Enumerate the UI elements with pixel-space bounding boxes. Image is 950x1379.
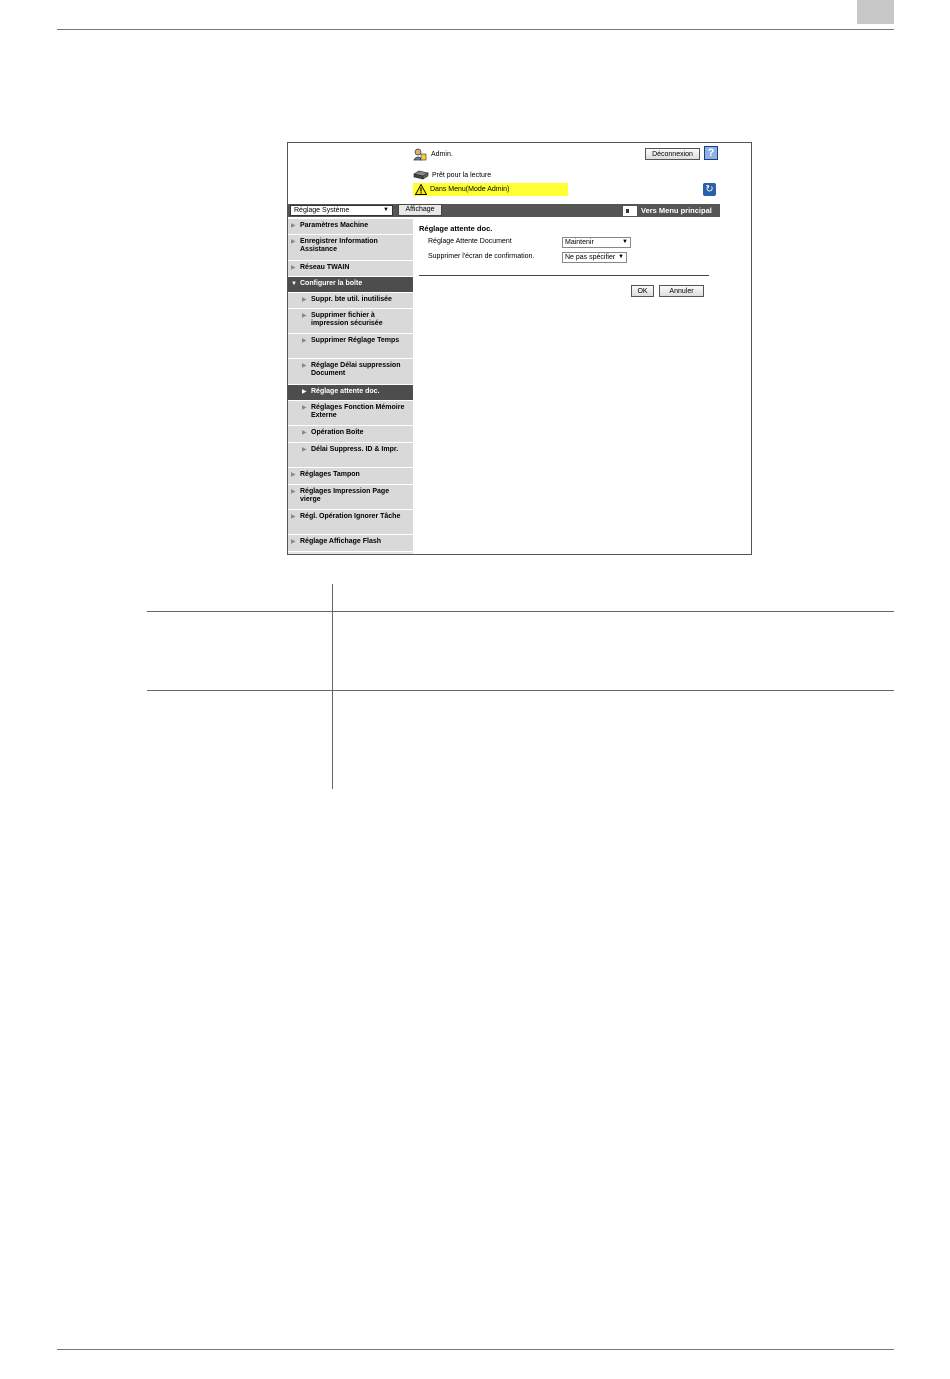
sidebar-item-parametres-machine[interactable] [288,219,413,235]
sidebar-item-label: Réglage attente doc. [311,388,380,395]
sidebar-subitem-reglage-attente[interactable] [288,385,413,401]
device-status-text: Prêt pour la lecture [432,171,492,179]
sidebar-item-label: Opération Boîte [311,429,364,436]
collapsed-arrow-icon: ▶ [302,430,307,436]
sidebar-subitem-delai-suppress[interactable] [288,443,413,468]
expanded-arrow-icon: ▼ [291,281,297,287]
sidebar-subitem-operation-boite[interactable] [288,426,413,443]
table-row-divider [147,611,894,612]
collapsed-arrow-icon: ▶ [302,447,307,453]
chevron-down-icon: ▼ [622,239,628,245]
main-menu-label: Vers Menu principal [641,206,712,215]
collapsed-arrow-icon: ▶ [291,539,296,545]
main-menu-icon [623,206,637,216]
footer-rule [57,1349,894,1350]
admin-mode-banner [413,183,568,196]
sidebar-item-label: Configurer la boîte [300,280,363,287]
sidebar-item-configurer-boite[interactable] [288,277,413,293]
category-select[interactable] [290,205,393,216]
sidebar-item-label: Enregistrer Information Assistance [300,238,378,253]
admin-user-icon [413,148,427,161]
help-icon[interactable]: ? [704,146,718,160]
sidebar-item-label: Délai Suppress. ID & Impr. [311,446,399,453]
collapsed-arrow-icon: ▶ [291,472,296,478]
warning-icon [415,184,427,195]
admin-mode-text: Dans Menu(Mode Admin) [430,186,510,193]
sidebar [288,219,413,555]
sidebar-item-reglages-tampon[interactable] [288,468,413,485]
main-menu-link[interactable] [623,205,712,216]
refresh-icon[interactable]: ↻ [703,183,716,196]
ok-button[interactable]: OK [631,285,654,297]
page-title: Réglage attente doc. [419,224,493,233]
sidebar-item-operation-ignorer[interactable] [288,510,413,535]
confirmation-value: Ne pas spécifier [565,254,616,261]
collapsed-arrow-icon: ▶ [291,239,296,245]
sidebar-item-label: Réglages Impression Page vierge [300,488,390,503]
collapsed-arrow-icon: ▶ [291,265,296,271]
cancel-button[interactable]: Annuler [659,285,704,297]
sidebar-item-label: Réglages Fonction Mémoire Externe [311,404,405,419]
sidebar-subitem-reglage-delai[interactable] [288,359,413,385]
collapsed-arrow-icon: ▶ [302,363,307,369]
sidebar-item-affichage-flash[interactable] [288,535,413,552]
sidebar-item-reseau-twain[interactable] [288,261,413,277]
collapsed-arrow-icon: ▶ [302,338,307,344]
sidebar-item-label: Paramètres Machine [300,222,369,229]
sidebar-item-impression-page-vierge[interactable] [288,485,413,510]
tab-affichage[interactable]: Affichage [398,204,442,216]
collapsed-arrow-icon: ▶ [291,223,296,229]
collapsed-arrow-icon: ▶ [302,389,307,395]
header-rule [57,29,894,30]
collapsed-arrow-icon: ▶ [291,489,296,495]
collapsed-arrow-icon: ▶ [302,405,307,411]
sidebar-item-label: Supprimer Réglage Temps [311,337,400,344]
collapsed-arrow-icon: ▶ [302,297,307,303]
table-column-divider [332,584,333,789]
sidebar-item-label: Suppr. bte util. inutilisée [311,296,392,303]
sidebar-item-label: Réglage Affichage Flash [300,538,382,545]
content-divider [419,275,709,276]
attente-document-select[interactable] [562,237,631,248]
category-select-value: Réglage Système [294,207,350,214]
collapsed-arrow-icon: ▶ [302,313,307,319]
field-label-attente: Réglage Attente Document [428,238,512,245]
page-number-tab [857,0,894,24]
logout-button[interactable]: Déconnexion [645,148,700,160]
printer-icon [413,170,429,180]
sidebar-item-label: Régl. Opération Ignorer Tâche [300,513,401,520]
device-status [413,170,491,180]
collapsed-arrow-icon: ▶ [291,514,296,520]
user-label: Admin. [431,150,453,158]
chevron-down-icon: ▼ [618,254,624,260]
field-label-confirmation: Supprimer l'écran de confirmation. [428,253,535,260]
confirmation-select[interactable] [562,252,627,263]
sidebar-item-label: Réglage Délai suppression Document [311,362,401,377]
sidebar-item-label: Réglages Tampon [300,471,360,478]
sidebar-subitem-reglages-memoire[interactable] [288,401,413,426]
sidebar-item-label: Réseau TWAIN [300,264,350,271]
table-row-divider [147,690,894,691]
sidebar-item-enregistrer-information[interactable] [288,235,413,261]
attente-document-value: Maintenir [565,239,594,246]
sidebar-item-label: Supprimer fichier à impression sécurisée [311,312,383,327]
sidebar-subitem-suppr-bte[interactable] [288,293,413,309]
user-indicator [413,147,453,161]
sidebar-subitem-supprimer-reglage-temps[interactable] [288,334,413,359]
web-admin-screenshot [287,142,752,555]
chevron-down-icon: ▼ [383,207,389,213]
sidebar-subitem-supprimer-fichier[interactable] [288,309,413,334]
